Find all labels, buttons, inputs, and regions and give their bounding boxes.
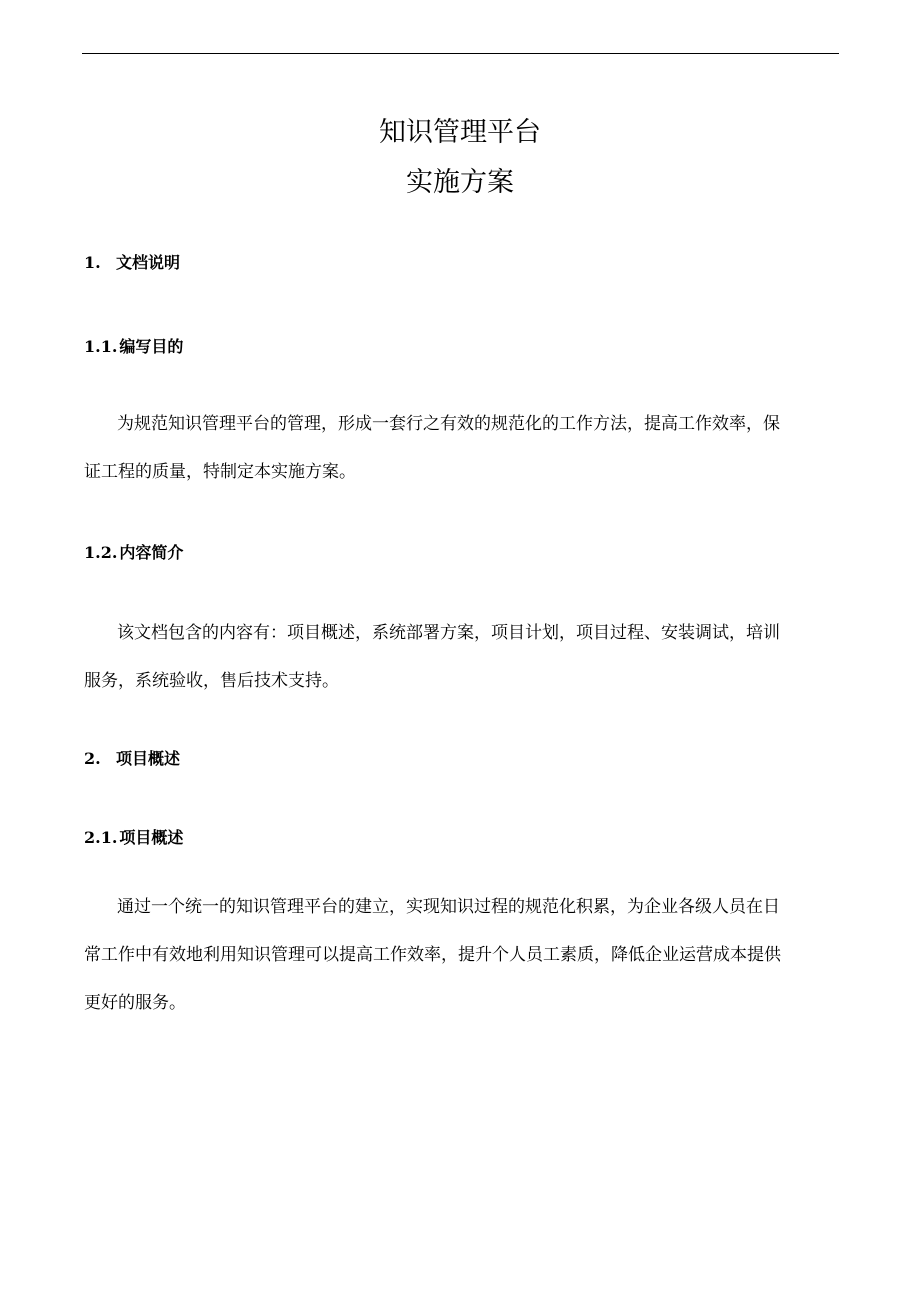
header-rule <box>82 53 839 54</box>
document-title: 知识管理平台 <box>379 117 541 148</box>
section-heading-2-1 <box>84 828 183 848</box>
section-heading-1-1 <box>84 337 183 357</box>
section-title: 项目概述 <box>119 828 184 847</box>
paragraph-overview <box>84 893 837 1017</box>
section-heading-2 <box>84 749 180 769</box>
paragraph-line: 更好的服务。 <box>84 993 186 1013</box>
paragraph-line: 为规范知识管理平台的管理，形成一套行之有效的规范化的工作方法，提高工作效率，保 <box>117 414 780 434</box>
section-number: 1.2. <box>84 543 118 562</box>
section-title: 文档说明 <box>116 253 181 272</box>
section-number: 1. <box>84 253 101 272</box>
paragraph-summary <box>84 619 837 695</box>
paragraph-purpose <box>84 410 837 486</box>
section-number: 2.1. <box>84 828 118 847</box>
document-subtitle: 实施方案 <box>406 167 514 198</box>
section-title: 内容简介 <box>119 543 184 562</box>
paragraph-line: 常工作中有效地利用知识管理可以提高工作效率，提升个人员工素质，降低企业运营成本提供 <box>84 945 781 965</box>
paragraph-line: 证工程的质量，特制定本实施方案。 <box>84 462 356 482</box>
section-number: 2. <box>84 749 101 768</box>
section-title: 项目概述 <box>116 749 181 768</box>
paragraph-line: 服务，系统验收，售后技术支持。 <box>84 671 339 691</box>
section-title: 编写目的 <box>119 337 184 356</box>
paragraph-line: 该文档包含的内容有：项目概述，系统部署方案，项目计划，项目过程、安装调试，培训 <box>117 623 780 643</box>
section-heading-1-2 <box>84 543 183 563</box>
section-number: 1.1. <box>84 337 118 356</box>
paragraph-line: 通过一个统一的知识管理平台的建立，实现知识过程的规范化积累，为企业各级人员在日 <box>117 897 780 917</box>
section-heading-1 <box>84 253 180 273</box>
